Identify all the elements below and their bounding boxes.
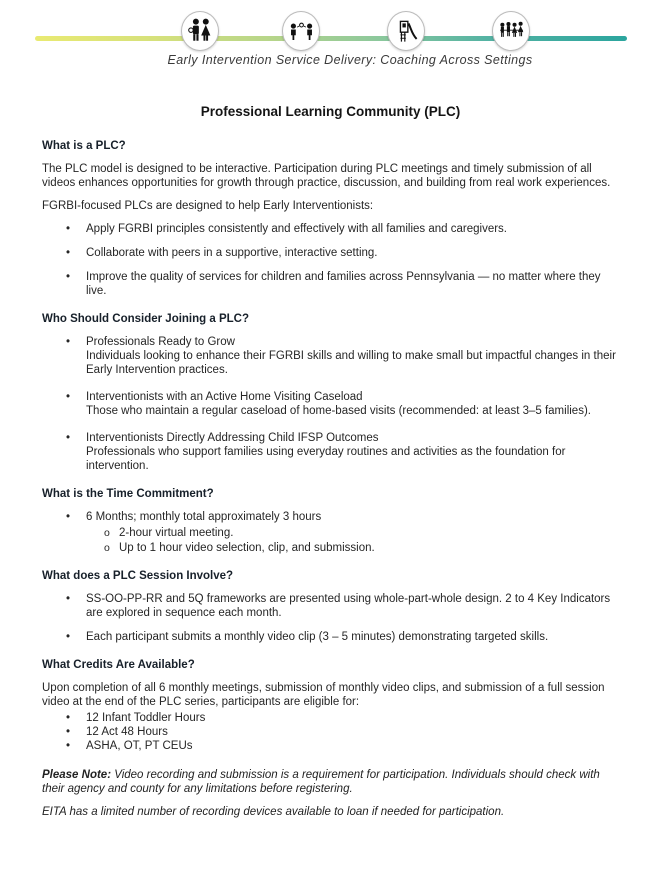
list-item-text: Each participant submits a monthly video clip (3 – 5 minutes) demonstrating targeted skills. — [86, 631, 549, 643]
list-item — [42, 592, 619, 620]
please-note-label: Please Note: — [42, 769, 112, 781]
list-item-text: 2-hour virtual meeting. — [119, 527, 234, 539]
please-note-text: Video recording and submission is a requirement for participation. Individuals should check with their agency and county for any limitations before registering. — [42, 769, 600, 795]
sub-list-item — [86, 526, 619, 540]
list-item-text: Up to 1 hour video selection, clip, and submission. — [119, 542, 375, 554]
list-item-description: Individuals looking to enhance their FGRBI skills and willing to make small but impactful changes in their Early Intervention practices. — [86, 350, 616, 376]
bullet-marker: • — [66, 511, 71, 523]
list-item-text: 12 Infant Toddler Hours — [86, 712, 206, 724]
sub-list-item — [86, 541, 619, 555]
list-item-text: 12 Act 48 Hours — [86, 726, 168, 738]
page-title: Professional Learning Community (PLC) — [200, 104, 461, 119]
list-item-text: 6 Months; monthly total approximately 3 hours — [86, 511, 322, 523]
document-body — [42, 104, 619, 828]
bullet-marker: • — [66, 432, 71, 444]
list-item — [42, 510, 619, 555]
heading-credits-available: What Credits Are Available? — [42, 659, 195, 671]
list-item — [42, 739, 619, 753]
heading-what-is-a-plc: What is a PLC? — [42, 140, 126, 152]
list-item — [42, 390, 619, 418]
list-item — [42, 431, 619, 473]
list-item-title: Professionals Ready to Grow — [86, 336, 235, 348]
bullet-list-session-involve — [42, 592, 619, 644]
list-item — [42, 630, 619, 644]
paragraph: Upon completion of all 6 monthly meetings, submission of monthly video clips, and submission of a full session video at the end of the PLC series, participants are eligible for: — [42, 682, 605, 708]
list-item-text: Improve the quality of services for children and families across Pennsylvania — no matter where they live. — [86, 271, 601, 297]
please-note-paragraph — [42, 768, 619, 796]
family-icon — [181, 11, 219, 51]
bullet-list-who-should-join — [42, 335, 619, 473]
eita-note-paragraph: EITA has a limited number of recording devices available to loan if needed for participation. — [42, 806, 505, 818]
list-item — [42, 335, 619, 377]
bullet-marker: • — [66, 271, 71, 283]
list-item-title: Interventionists with an Active Home Visiting Caseload — [86, 391, 363, 403]
bullet-marker: • — [66, 740, 71, 752]
list-item — [42, 270, 619, 298]
heading-session-involve: What does a PLC Session Involve? — [42, 570, 234, 582]
circle-marker: o — [104, 542, 110, 554]
bullet-marker: • — [66, 336, 71, 348]
list-item — [42, 222, 619, 236]
list-item-text: ASHA, OT, PT CEUs — [86, 740, 193, 752]
bullet-marker: • — [66, 712, 71, 724]
bullet-list-time-commitment — [42, 510, 619, 555]
bullet-list-credits — [42, 711, 619, 753]
list-item-description: Those who maintain a regular caseload of home-based visits (recommended: at least 3–5 families). — [86, 405, 591, 417]
bullet-marker: • — [66, 631, 71, 643]
bullet-marker: • — [66, 223, 71, 235]
list-item-text: Collaborate with peers in a supportive, interactive setting. — [86, 247, 378, 259]
header-gradient-line — [35, 36, 627, 41]
list-item-text: Apply FGRBI principles consistently and effectively with all families and caregivers. — [86, 223, 507, 235]
bullet-marker: • — [66, 593, 71, 605]
bullet-marker: • — [66, 391, 71, 403]
circle-marker: o — [104, 527, 110, 539]
list-item-description: Professionals who support families using everyday routines and activities as the foundation for intervention. — [86, 446, 566, 472]
paragraph: FGRBI-focused PLCs are designed to help Early Interventionists: — [42, 200, 374, 212]
list-item-text: SS-OO-PP-RR and 5Q frameworks are presented using whole-part-whole design. 2 to 4 Key Indicators are explored in sequence each month. — [86, 593, 611, 619]
list-item — [42, 246, 619, 260]
heading-time-commitment: What is the Time Commitment? — [42, 488, 214, 500]
bullet-list-plc-goals — [42, 222, 619, 298]
interaction-icon — [282, 11, 320, 51]
heading-who-should-join: Who Should Consider Joining a PLC? — [42, 313, 249, 325]
sub-bullet-list — [86, 526, 619, 555]
list-item — [42, 725, 619, 739]
bullet-marker: • — [66, 726, 71, 738]
playground-icon — [387, 11, 425, 51]
paragraph: The PLC model is designed to be interactive. Participation during PLC meetings and timely submission of all videos enhances opportunities for growth through practice, discussion, and building from real work experiences. — [42, 163, 611, 189]
bullet-marker: • — [66, 247, 71, 259]
header-tagline: Early Intervention Service Delivery: Coaching Across Settings — [167, 53, 533, 67]
list-item — [42, 711, 619, 725]
list-item-title: Interventionists Directly Addressing Child IFSP Outcomes — [86, 432, 379, 444]
children-icon — [492, 11, 530, 51]
